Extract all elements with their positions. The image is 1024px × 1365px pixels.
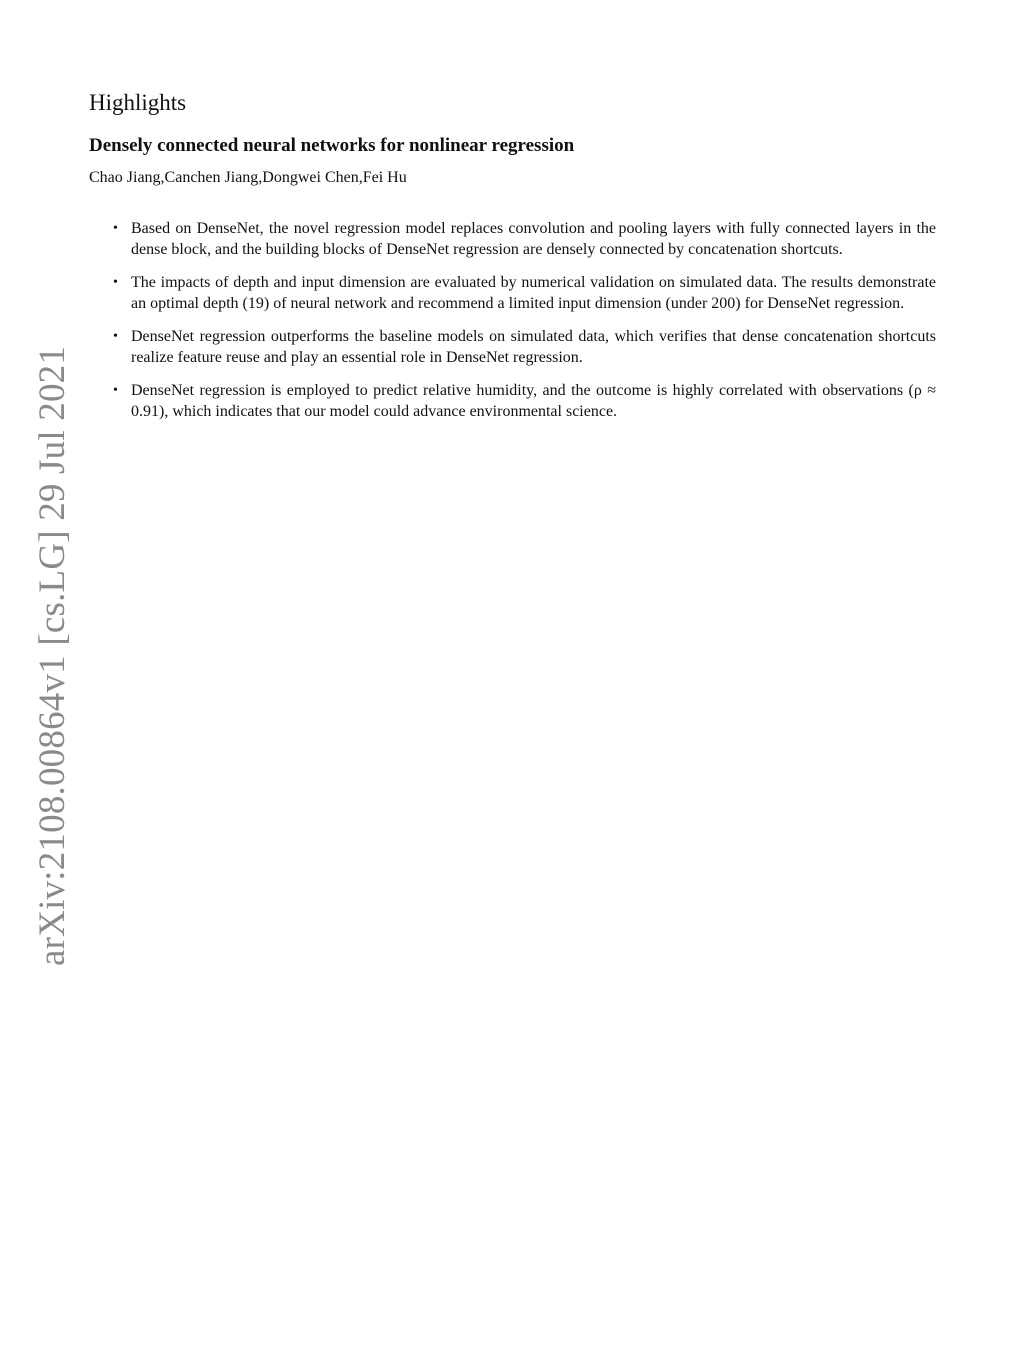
highlights-heading: Highlights [89,90,187,115]
arxiv-identifier-stamp: arXiv:2108.00864v1 [cs.LG] 29 Jul 2021 [32,345,73,966]
highlight-text: DenseNet regression outperforms the baseline models on simulated data, which verifies that dense concatenation shortcuts realize feature reuse and play an essential role in DenseNet regression. [131,328,936,366]
highlight-item [89,273,936,314]
highlight-text: DenseNet regression is employed to predict relative humidity, and the outcome is highly correlated with observations (ρ ≈ 0.91), which indicates that our model could advance environmental science. [131,382,936,420]
bullet-icon: • [113,383,118,398]
highlight-item [89,381,936,422]
author-list: Chao Jiang,Canchen Jiang,Dongwei Chen,Fei Hu [89,169,407,186]
highlights-page [89,88,936,435]
highlight-item [89,327,936,368]
bullet-icon: • [113,275,118,290]
paper-title: Densely connected neural networks for nonlinear regression [89,135,575,156]
bullet-icon: • [113,329,118,344]
bullet-icon: • [113,221,118,236]
highlights-list [89,219,936,422]
highlight-item [89,219,936,260]
highlight-text: The impacts of depth and input dimension are evaluated by numerical validation on simulated data. The results demonstrate an optimal depth (19) of neural network and recommend a limited input dimension (under 200) for DenseNet regression. [131,274,936,312]
highlight-text: Based on DenseNet, the novel regression model replaces convolution and pooling layers with fully connected layers in the dense block, and the building blocks of DenseNet regression are densely connected by concatenation shortcuts. [131,220,936,258]
